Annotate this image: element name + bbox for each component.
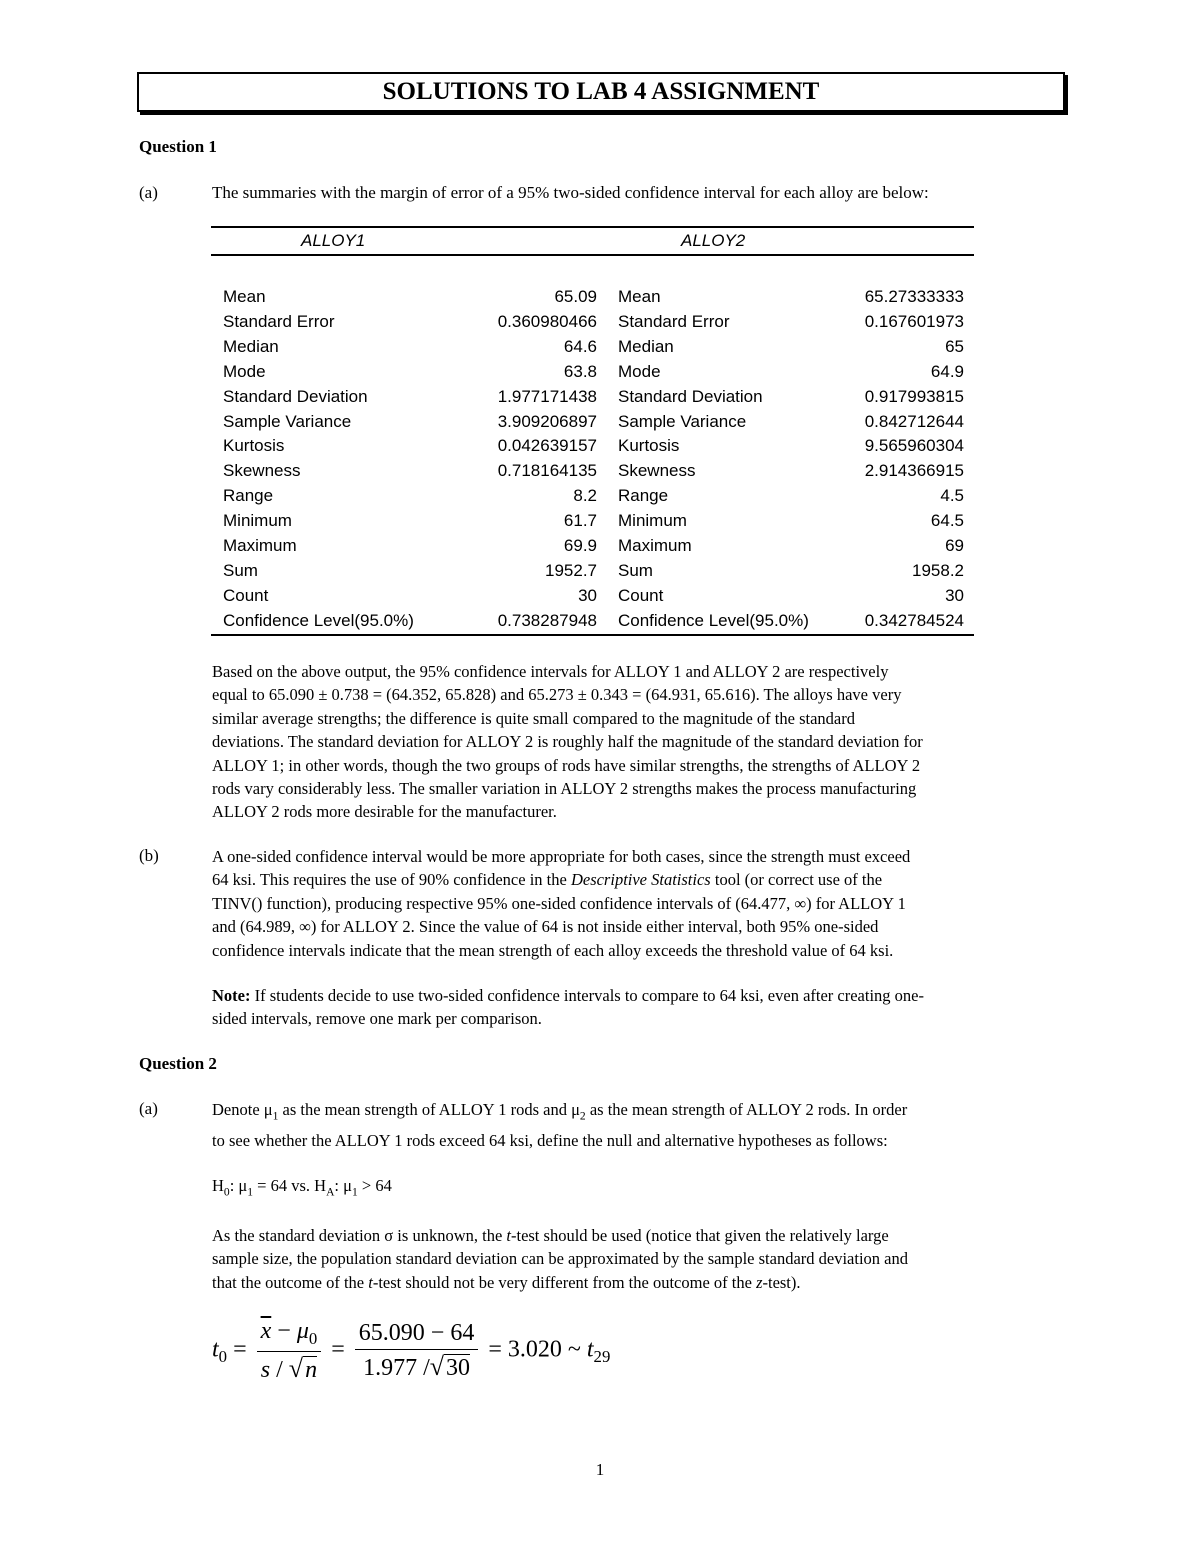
table-cell: 9.565960304	[864, 436, 964, 456]
table-row	[211, 335, 974, 360]
table-cell: Median	[618, 336, 674, 356]
table-cell: 0.842712644	[864, 411, 964, 431]
paragraph-line: rods vary considerably less. The smaller variation in ALLOY 2 strengths makes the process manufacturing	[212, 779, 917, 799]
q2-part-a-label: (a)	[139, 1099, 158, 1118]
table-row	[211, 410, 974, 435]
note-label: Note:	[212, 986, 251, 1005]
table-cell: 63.8	[563, 361, 597, 381]
table-cell: Sum	[618, 560, 653, 580]
table-row	[211, 584, 974, 609]
table-cell: Sum	[223, 560, 258, 580]
table-cell: 64.5	[930, 511, 964, 531]
table-cell: 3.909206897	[497, 411, 597, 431]
table-cell: 2.914366915	[864, 461, 964, 481]
table-cell: Skewness	[223, 461, 301, 481]
table-cell: Count	[223, 585, 269, 605]
table-cell: Maximum	[618, 536, 692, 556]
table-cell: 30	[945, 585, 964, 605]
table-row	[211, 509, 974, 534]
table-cell: Range	[223, 486, 274, 506]
paragraph-line: sided intervals, remove one mark per comparison.	[212, 1009, 542, 1029]
question-1-heading: Question 1	[139, 137, 217, 156]
t-statistic-formula: $t_0$ = $\frac{\overline{x} - \mu_0}{s / √n}$ = $\frac{65.090 - 64}{1.977 /√30}$ = 3.020 ~ $t_{29}$	[212, 1318, 611, 1383]
table-row	[211, 310, 974, 335]
table-cell: Standard Error	[223, 311, 335, 331]
table-row	[211, 484, 974, 509]
paragraph-line: equal to 65.090 ± 0.738 = (64.352, 65.828) and 65.273 ± 0.343 = (64.931, 65.616). The alloys have very	[212, 685, 902, 705]
table-header	[211, 228, 974, 256]
q1-part-b-paragraph	[212, 845, 1072, 962]
paragraph-line: that the outcome of the t-test should not be very different from the outcome of the z-test).	[212, 1272, 801, 1292]
table-cell: Median	[223, 336, 279, 356]
table-cell: Kurtosis	[618, 436, 680, 456]
table-cell: 0.042639157	[497, 436, 597, 456]
table-cell: 69	[945, 536, 964, 556]
q1-note	[212, 984, 1072, 1031]
table-cell: 1958.2	[912, 560, 964, 580]
table-cell: Standard Deviation	[618, 386, 763, 406]
page-title: SOLUTIONS TO LAB 4 ASSIGNMENT	[137, 72, 1065, 112]
paragraph-line: ALLOY 2 rods more desirable for the manufacturer.	[212, 802, 557, 822]
paragraph-line: A one-sided confidence interval would be more appropriate for both cases, since the strength must exceed	[212, 847, 911, 866]
table-cell: Range	[618, 486, 669, 506]
table-row	[211, 534, 974, 559]
paragraph-line: and (64.989, ∞) for ALLOY 2. Since the value of 64 is not inside either interval, both 95% one-sided	[212, 917, 879, 937]
table-cell: 1952.7	[545, 560, 597, 580]
table-cell: 64.6	[563, 336, 597, 356]
table-cell: Maximum	[223, 536, 297, 556]
table-cell: Count	[618, 585, 664, 605]
table-cell: Minimum	[223, 511, 292, 531]
table-cell: 0.718164135	[497, 461, 597, 481]
table-cell: 65	[945, 336, 964, 356]
paragraph-line: to see whether the ALLOY 1 rods exceed 64 ksi, define the null and alternative hypotheses as follows:	[212, 1130, 888, 1150]
paragraph-line: sample size, the population standard deviation can be approximated by the sample standard deviation and	[212, 1249, 908, 1269]
paragraph-line: deviations. The standard deviation for ALLOY 2 is roughly half the magnitude of the standard deviation for	[212, 732, 923, 752]
table-row	[211, 459, 974, 484]
q1-part-a-paragraph	[212, 660, 1072, 824]
table-cell: 4.5	[940, 486, 964, 506]
table-cell: 0.360980466	[497, 311, 597, 331]
table-cell: Confidence Level(95.0%)	[618, 610, 809, 630]
paragraph-line: ALLOY 1; in other words, though the two groups of rods have similar strengths, the strengths of ALLOY 2	[212, 755, 921, 775]
table-cell: Minimum	[618, 511, 687, 531]
question-2-heading: Question 2	[139, 1054, 217, 1073]
table-row	[211, 609, 974, 635]
table-cell: 8.2	[573, 486, 597, 506]
paragraph-line: TINV() function), producing respective 95% one-sided confidence intervals of (64.477, ∞) for ALLOY 1	[212, 893, 906, 913]
table-cell: 0.342784524	[864, 610, 964, 630]
table-cell: 65.09	[554, 287, 597, 306]
table-row	[211, 385, 974, 410]
q1-part-b-label: (b)	[139, 846, 159, 865]
table-cell: 65.27333333	[864, 287, 964, 306]
paragraph-line: As the standard deviation σ is unknown, the t-test should be used (notice that given the relatively large	[212, 1226, 889, 1245]
table-cell: 0.917993815	[864, 386, 964, 406]
formula-fraction-numeric: $\frac{65.090 - 64}{1.977 /√30}$	[355, 1320, 479, 1382]
table-cell: Standard Deviation	[223, 386, 368, 406]
paragraph-line: similar average strengths; the difference is quite small compared to the magnitude of the standard	[212, 708, 855, 728]
hypotheses: $H_0$: $\mu_1 = 64$ vs. $H_A$: $\mu_1 > 64$	[212, 1176, 392, 1199]
table-cell: Sample Variance	[223, 411, 352, 431]
table-cell: 0.738287948	[497, 610, 597, 630]
table-cell: Kurtosis	[223, 436, 285, 456]
summary-statistics-table	[211, 226, 974, 636]
table-cell: Skewness	[618, 461, 696, 481]
table-row	[211, 559, 974, 584]
paragraph-line: Note: If students decide to use two-sided confidence intervals to compare to 64 ksi, even after creating one-	[212, 986, 924, 1005]
formula-fraction-symbolic: $\frac{\overline{x} - \mu_0}{s / √n}$	[257, 1318, 322, 1384]
table-cell: 30	[578, 585, 597, 605]
paragraph-line: Based on the above output, the 95% confidence intervals for ALLOY 1 and ALLOY 2 are respectively	[212, 662, 889, 681]
table-cell: Sample Variance	[618, 411, 747, 431]
col-header-alloy2: ALLOY2	[681, 231, 746, 250]
col-header-alloy1: ALLOY1	[301, 231, 366, 250]
table-cell: 64.9	[930, 361, 964, 381]
paragraph-line: confidence intervals indicate that the mean strength of each alloy exceeds the threshold value of 64 ksi.	[212, 940, 894, 960]
q1-part-a-label: (a)	[139, 183, 158, 202]
page-number: 1	[595, 1460, 605, 1479]
table-row	[211, 434, 974, 459]
table-cell: 69.9	[563, 536, 597, 556]
table-cell: Mean	[618, 287, 661, 306]
table-cell: Mean	[223, 287, 266, 306]
table-cell: Confidence Level(95.0%)	[223, 610, 414, 630]
paragraph-line: Denote $\mu_1$ as the mean strength of ALLOY 1 rods and $\mu_2$ as the mean strength of ALLOY 2 rods. In order	[212, 1100, 908, 1123]
table-row	[211, 285, 974, 310]
table-row	[211, 360, 974, 385]
paragraph-line: 64 ksi. This requires the use of 90% confidence in the Descriptive Statistics tool (or correct use of the	[212, 870, 883, 890]
table-cell: Mode	[618, 361, 661, 381]
q1-part-a-intro: The summaries with the margin of error of a 95% two-sided confidence interval for each alloy are below:	[212, 183, 929, 202]
q2-part-a-intro	[212, 1098, 1072, 1152]
table-cell: 1.977171438	[497, 386, 597, 406]
table-cell: 61.7	[563, 511, 597, 531]
t-test-paragraph	[212, 1224, 1072, 1294]
table-cell: Standard Error	[618, 311, 730, 331]
table-cell: 0.167601973	[864, 311, 964, 331]
table-cell: Mode	[223, 361, 266, 381]
